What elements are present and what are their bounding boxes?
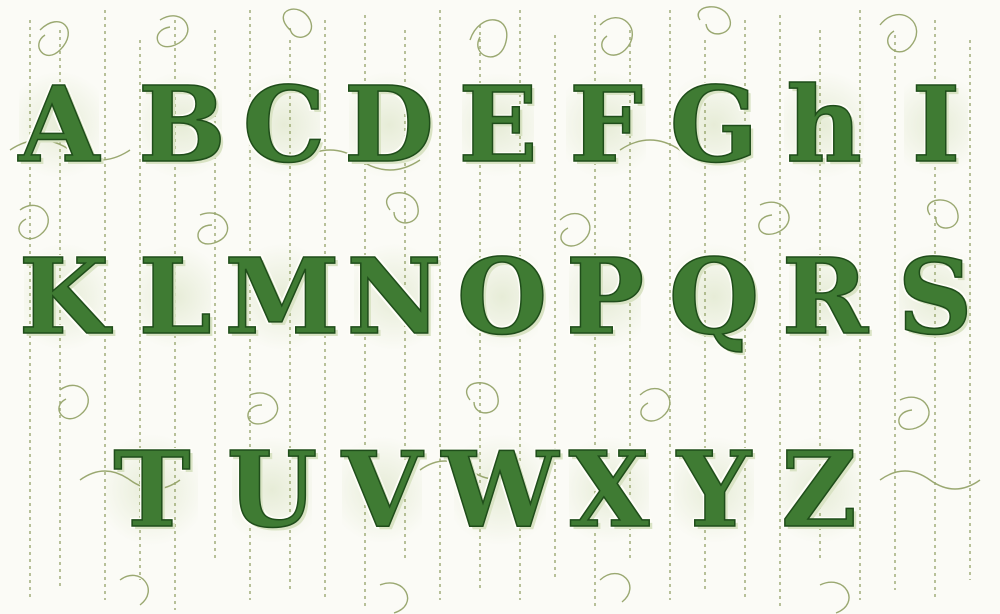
letter-z: Z	[765, 415, 873, 565]
letter-p: P	[555, 222, 655, 372]
letter-s: S	[885, 222, 985, 372]
letter-x: X	[555, 415, 663, 565]
letter-t: T	[92, 415, 212, 565]
letter-h: h	[770, 50, 878, 200]
alphabet-row-3	[0, 415, 1000, 565]
letter-d: D	[335, 50, 443, 200]
letter-i: I	[890, 50, 982, 200]
letter-k: K	[10, 222, 118, 372]
letter-n: N	[340, 222, 448, 372]
letter-f: F	[552, 50, 660, 200]
letter-g: G	[664, 50, 764, 200]
letter-v: V	[328, 415, 436, 565]
letter-a: A	[5, 50, 113, 200]
alphabet-row-2	[0, 222, 1000, 372]
letter-y: Y	[660, 415, 768, 565]
letter-c: C	[234, 50, 334, 200]
letter-q: Q	[660, 222, 768, 372]
letter-b: B	[128, 50, 236, 200]
letter-w: W	[440, 415, 560, 565]
alphabet-row-1	[0, 50, 1000, 200]
letter-u: U	[218, 415, 326, 565]
letter-e: E	[448, 50, 548, 200]
letter-l: L	[125, 222, 225, 372]
letter-m: M	[228, 222, 336, 372]
letter-r: R	[775, 222, 875, 372]
letter-o: O	[452, 222, 552, 372]
